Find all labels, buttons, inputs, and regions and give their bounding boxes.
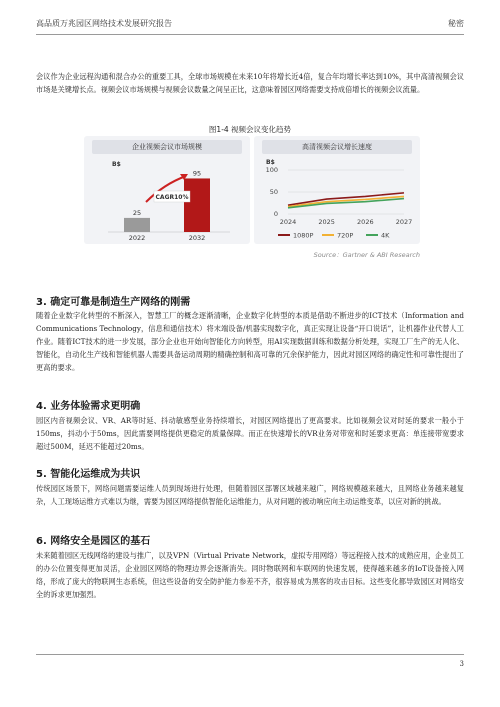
bar-label-2022: 2022 [128,234,146,242]
section-5-heading: 5. 智能化运维成为共识 [36,469,141,480]
section-4-heading: 4. 业务体验需求更明确 [36,401,141,412]
intro-paragraph: 会议作为企业远程沟通和混合办公的重要工具，全球市场规模在未来10年将增长近4倍，复合年均增长率达到10%，其中高清视频会议市场是关键增长点。视频会议市场规模与视频会议数量之间呈正比，这意味着园区网络需要支持成倍增长的视频会议流量。 [36,72,464,94]
legend-label: 4K [381,231,390,240]
section-4-body: 园区内音视频会议、VR、AR等时延、抖动敏感型业务持续增长，对园区网络提出了更高要求。比如视频会议对时延的要求一般小于150ms，抖动小于50ms，因此需要网络提供更稳定的质量保障。而正在快速增长的VR业务对带宽和时延要求更高：单连接带宽要求超过500M，延迟不能超过20ms。 [36,416,464,451]
classification-label: 秘密 [448,18,464,28]
bar-2032 [184,178,210,232]
line-chart-title: 高清视频会议增长速度 [262,140,412,154]
bar-label-2032: 2032 [188,234,206,242]
section-3-body: 随着企业数字化转型的不断深入，智慧工厂的概念逐渐清晰，企业数字化转型的本质是借助不断进步的ICT技术（Information and Communications Technology，信息和通信技术）将末端设备/机器实现数字化，真正实现让设备“开口说话”，让机器作业代替人工作业。随着ICT技术的进一步发展，部分企业也开始向智能化方向转型，用AI实现数据训练和数据分析处理，实现工厂生产的无人化、智能化，自动化生产线和智能机器人需要具备运动周期的精确控制和高可靠的冗余保护能力，因此对园区网络的确定性和可靠性提出了更高的要求。 [36,311,464,372]
bar-chart-unit: B$ [112,161,121,168]
section-3-heading: 3. 确定可靠是制造生产网络的刚需 [36,297,191,308]
y-tick-label: 100 [265,166,278,174]
bar-2022 [124,218,150,232]
bar-chart-svg [84,136,250,244]
figure-title: 图1-4 视频会议变化趋势 [208,125,292,134]
x-tick-label: 2025 [318,218,335,226]
legend-label: 1080P [293,231,314,240]
line-chart-svg [254,136,420,244]
line-chart-unit: B$ [266,159,275,166]
report-title: 高品质万兆园区网络技术发展研究报告 [36,18,172,28]
x-tick-label: 2027 [395,218,413,226]
cagr-annotation: CAGR10% [155,194,189,201]
section-6-heading: 6. 网络安全是园区的基石 [36,536,151,547]
legend-label: 720P [337,231,354,240]
hd-growth-chart-panel [254,136,420,244]
x-tick-label: 2026 [357,218,374,226]
page-header [36,12,464,35]
bar-value-2032: 95 [192,169,202,178]
y-tick-label: 50 [269,188,278,196]
page-number: 3 [459,660,464,668]
y-tick-label: 0 [273,210,278,218]
section-5-body: 传统园区场景下，网络问题需要运维人员到现场进行处理，但随着园区部署区域越来越广，网络规模越来越大，且网络业务越来越复杂，人工现场运维方式难以为继，需要为园区网络提供智能化运维能力，从对问题的被动响应向主动运维变革，以应对新的挑战。 [36,484,464,506]
figure-source: Source：Gartner & ABI Research [313,251,420,259]
market-size-chart-panel [84,136,250,244]
bar-chart-title: 企业视频会议市场规模 [92,140,242,154]
footer-rule [36,654,464,655]
bar-value-2022: 25 [132,208,142,217]
x-tick-label: 2024 [279,218,297,226]
section-6-body: 未来随着园区无线网络的建设与推广，以及VPN（Virtual Private Network，虚拟专用网络）等远程接入技术的成熟应用，企业员工的办公位置变得更加灵活，企业园区网络的物理边界会逐渐消失。同时物联网和车联网的快速发展，使得越来越多的IoT设备接入网络，形成了庞大的物联网生态系统，但这些设备的安全防护能力参差不齐，很容易成为黑客的攻击目标。这些变化都导致园区对网络安全的诉求更加强烈。 [36,551,464,599]
